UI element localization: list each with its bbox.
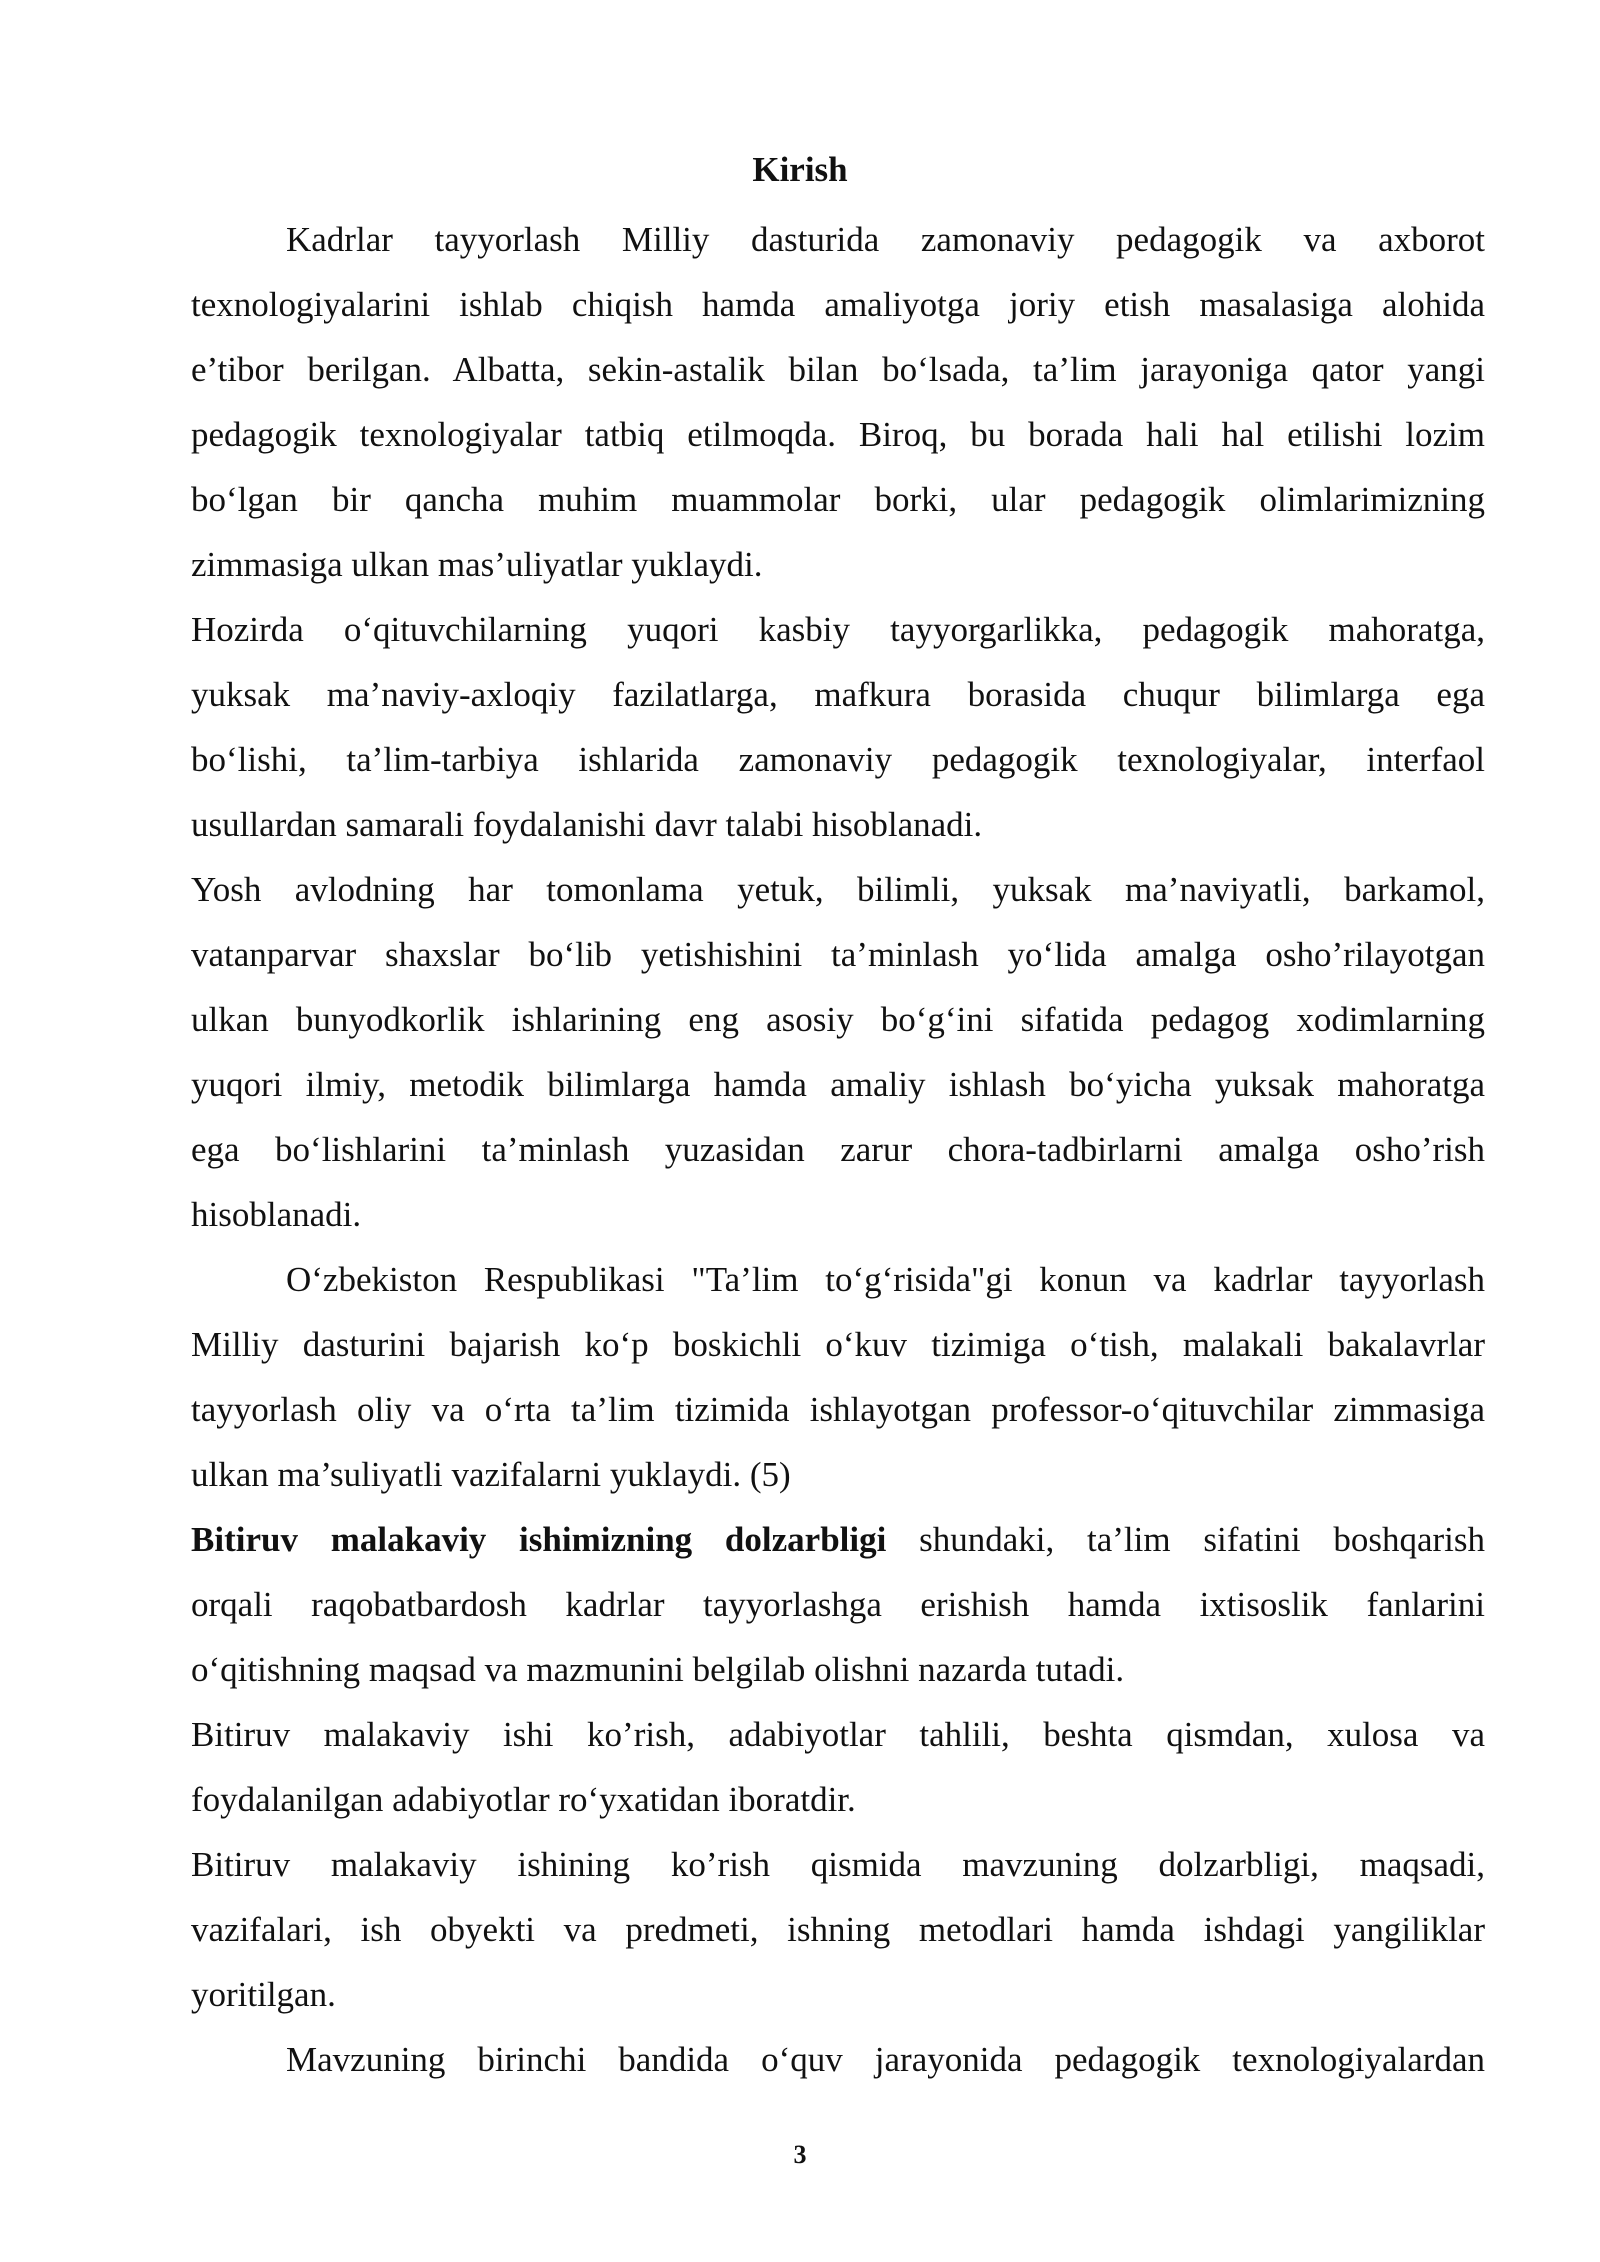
text-line: tayyorlash oliy va o‘rta ta’lim tizimida ishlayotgan professor-o‘qituvchilar zimmasiga <box>191 1390 1485 1429</box>
text-line: pedagogik texnologiyalar tatbiq etilmoqda. Biroq, bu borada hali hal etilishi lozim <box>191 415 1485 454</box>
text-line: Yosh avlodning har tomonlama yetuk, bilimli, yuksak ma’naviyatli, barkamol, <box>191 870 1485 909</box>
text-line: Mavzuning birinchi bandida o‘quv jarayonida pedagogik texnologiyalardan <box>286 2040 1485 2079</box>
text-line <box>191 1518 1485 1583</box>
body-text <box>191 218 1485 2103</box>
text-line: bo‘lishi, ta’lim-tarbiya ishlarida zamonaviy pedagogik texnologiyalar, interfaol <box>191 740 1485 779</box>
text-line: ulkan ma’suliyatli vazifalarni yuklaydi. (5) <box>191 1455 791 1494</box>
text-line: usullardan samarali foydalanishi davr talabi hisoblanadi. <box>191 805 983 844</box>
text-line: foydalanilgan adabiyotlar ro‘yxatidan iboratdir. <box>191 1780 856 1819</box>
text-line: e’tibor berilgan. Albatta, sekin-astalik bilan bo‘lsada, ta’lim jarayoniga qator yangi <box>191 350 1485 389</box>
page-number: 3 <box>793 2140 807 2169</box>
text-line: Bitiruv malakaviy ishining ko’rish qismida mavzuning dolzarbligi, maqsadi, <box>191 1845 1485 1884</box>
text-line: Bitiruv malakaviy ishi ko’rish, adabiyotlar tahlili, beshta qismdan, xulosa va <box>191 1715 1485 1754</box>
text-line: vazifalari, ish obyekti va predmeti, ishning metodlari hamda ishdagi yangiliklar <box>191 1910 1485 1949</box>
text-line: O‘zbekiston Respublikasi "Ta’lim to‘g‘risida"gi konun va kadrlar tayyorlash <box>286 1260 1485 1299</box>
text-line: yuqori ilmiy, metodik bilimlarga hamda amaliy ishlash bo‘yicha yuksak mahoratga <box>191 1065 1485 1104</box>
page-title: Kirish <box>752 150 848 189</box>
bold-lead-text: Bitiruv malakaviy ishimizning dolzarbligi <box>191 1520 887 1559</box>
text-line: orqali raqobatbardosh kadrlar tayyorlashga erishish hamda ixtisoslik fanlarini <box>191 1585 1485 1624</box>
text-line: vatanparvar shaxslar bo‘lib yetishishini ta’minlash yo‘lida amalga osho’rilayotgan <box>191 935 1485 974</box>
text-line: bo‘lgan bir qancha muhim muammolar borki, ular pedagogik olimlarimizning <box>191 480 1485 519</box>
text-line: zimmasiga ulkan mas’uliyatlar yuklaydi. <box>191 545 763 584</box>
text-line: yuksak ma’naviy-axloqiy fazilatlarga, mafkura borasida chuqur bilimlarga ega <box>191 675 1485 714</box>
text-line: Kadrlar tayyorlash Milliy dasturida zamonaviy pedagogik va axborot <box>286 220 1485 259</box>
text-line: texnologiyalarini ishlab chiqish hamda amaliyotga joriy etish masalasiga alohida <box>191 285 1485 324</box>
text-line: ulkan bunyodkorlik ishlarining eng asosiy bo‘g‘ini sifatida pedagog xodimlarning <box>191 1000 1485 1039</box>
text-line: yoritilgan. <box>191 1975 336 2014</box>
text-line: o‘qitishning maqsad va mazmunini belgilab olishni nazarda tutadi. <box>191 1650 1125 1689</box>
text-line: hisoblanadi. <box>191 1195 362 1234</box>
text-line: Milliy dasturini bajarish ko‘p boskichli o‘kuv tizimiga o‘tish, malakali bakalavrlar <box>191 1325 1485 1364</box>
text-line: Hozirda o‘qituvchilarning yuqori kasbiy tayyorgarlikka, pedagogik mahoratga, <box>191 610 1485 649</box>
text-line: ega bo‘lishlarini ta’minlash yuzasidan zarur chora-tadbirlarni amalga osho’rish <box>191 1130 1485 1169</box>
text-span: shundaki, ta’lim sifatini boshqarish <box>886 1520 1485 1559</box>
